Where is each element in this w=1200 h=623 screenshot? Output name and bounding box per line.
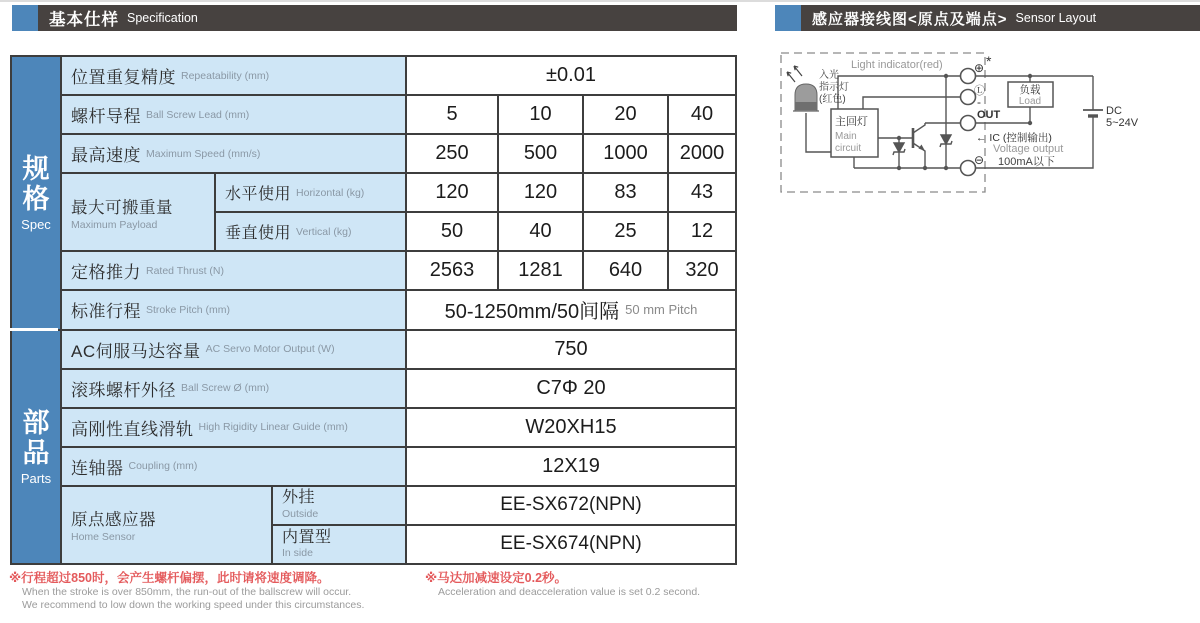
repeatability-value: ±0.01 bbox=[407, 57, 735, 94]
payload-h-value-2: 120 bbox=[499, 174, 582, 211]
sidebar-spec-en: Spec bbox=[21, 217, 51, 232]
transistor-icon bbox=[913, 123, 925, 168]
svg-text:负载: 负载 bbox=[1019, 84, 1041, 96]
payload-horizontal-label: 水平使用 Horizontal (kg) bbox=[216, 174, 405, 211]
row-home-sensor-label: 原点感应器 Home Sensor bbox=[62, 487, 271, 563]
sensor-layout-header bbox=[775, 5, 1200, 31]
speed-value-1: 250 bbox=[407, 135, 497, 172]
dc-voltage-label: 5~24V bbox=[1106, 117, 1139, 129]
voltage-output-label: Voltage output bbox=[993, 143, 1064, 155]
row-screw-od-label: 滚珠螺杆外径 Ball Screw Ø (mm) bbox=[62, 370, 405, 407]
blue-square-icon bbox=[775, 5, 801, 31]
terminal-out-label: OUT bbox=[977, 109, 1001, 121]
led-indicator-icon bbox=[787, 66, 819, 111]
svg-text:入光: 入光 bbox=[819, 70, 839, 81]
guide-value: W20XH15 bbox=[407, 409, 735, 446]
lead-value-1: 5 bbox=[407, 96, 497, 133]
terminal-minus-label: ⊖ bbox=[974, 153, 985, 167]
battery-icon bbox=[1083, 110, 1103, 116]
svg-text:指示灯: 指示灯 bbox=[819, 82, 849, 93]
svg-text:Load: Load bbox=[1018, 96, 1042, 107]
terminal-l-label: Ⓛ bbox=[974, 85, 985, 97]
home-sensor-outside-label: 外挂 Outside bbox=[273, 487, 405, 524]
speed-value-3: 1000 bbox=[584, 135, 667, 172]
row-stroke-label: 标准行程 Stroke Pitch (mm) bbox=[62, 291, 405, 328]
svg-text:circuit: circuit bbox=[835, 143, 862, 154]
specification-header-bar bbox=[38, 5, 737, 31]
sidebar-spec bbox=[12, 57, 60, 329]
speed-value-4: 2000 bbox=[669, 135, 735, 172]
payload-v-value-3: 25 bbox=[584, 213, 667, 250]
row-repeatability-label: 位置重复精度 Repeatability (mm) bbox=[62, 57, 405, 94]
sidebar-parts bbox=[12, 331, 60, 563]
lead-value-4: 40 bbox=[669, 96, 735, 133]
payload-h-value-1: 120 bbox=[407, 174, 497, 211]
lead-value-2: 10 bbox=[499, 96, 582, 133]
sidebar-section-divider bbox=[10, 328, 58, 331]
home-sensor-inside-label: 内置型 In side bbox=[273, 526, 405, 563]
load-box bbox=[1008, 82, 1053, 107]
row-payload-label: 最大可搬重量 Maximum Payload bbox=[62, 174, 214, 250]
row-coupling-label: 连轴器 Coupling (mm) bbox=[62, 448, 405, 485]
sidebar-parts-en: Parts bbox=[20, 471, 52, 486]
payload-h-value-4: 43 bbox=[669, 174, 735, 211]
lead-value-3: 20 bbox=[584, 96, 667, 133]
footnote-left-en1: When the stroke is over 850mm, the run-out of the ballscrew will occur. bbox=[22, 586, 352, 598]
home-sensor-outside-value: EE-SX672(NPN) bbox=[407, 487, 735, 524]
sensor-wiring-diagram bbox=[775, 45, 1200, 205]
speed-value-2: 500 bbox=[499, 135, 582, 172]
payload-vertical-label: 垂直使用 Vertical (kg) bbox=[216, 213, 405, 250]
row-lead-label: 螺杆导程 Ball Screw Lead (mm) bbox=[62, 96, 405, 133]
terminal-star-label: * bbox=[986, 53, 992, 69]
row-speed-label: 最高速度 Maximum Speed (mm/s) bbox=[62, 135, 405, 172]
sidebar-spec-zh: 规格 bbox=[22, 153, 50, 214]
blue-square-icon bbox=[12, 5, 38, 31]
screw-od-value: C7Φ 20 bbox=[407, 370, 735, 407]
stroke-value: 50-1250mm/50间隔 50 mm Pitch bbox=[407, 291, 735, 328]
svg-text:Main: Main bbox=[835, 131, 857, 142]
top-divider bbox=[0, 0, 1200, 2]
footnote-left-en2: We recommend to low down the working speed under this circumstances. bbox=[22, 599, 365, 612]
footnote-right-zh: ※马达加减速设定0.2秒。 bbox=[425, 571, 568, 585]
footnote-left bbox=[9, 570, 364, 613]
specification-table bbox=[10, 55, 737, 565]
row-motor-label: AC伺服马达容量 AC Servo Motor Output (W) bbox=[62, 331, 405, 368]
specification-header bbox=[12, 5, 737, 31]
payload-v-value-1: 50 bbox=[407, 213, 497, 250]
home-sensor-inside-value: EE-SX674(NPN) bbox=[407, 526, 735, 563]
ic-output-label: ← IC (控制输出) bbox=[976, 132, 1052, 144]
current-limit-label: 100mA以下 bbox=[998, 156, 1055, 168]
light-indicator-label: Light indicator(red) bbox=[851, 59, 943, 71]
row-thrust-label: 定格推力 Rated Thrust (N) bbox=[62, 252, 405, 289]
main-circuit-box bbox=[831, 109, 878, 157]
footnote-right bbox=[425, 570, 700, 599]
sensor-layout-title-zh: 感应器接线图<原点及端点> bbox=[812, 10, 1008, 28]
svg-text:-: - bbox=[977, 95, 981, 109]
thrust-value-2: 1281 bbox=[499, 252, 582, 289]
footnote-left-zh: ※行程超过850时，会产生螺杆偏摆，此时请将速度调降。 bbox=[9, 571, 330, 585]
specification-title-en: Specification bbox=[127, 11, 198, 25]
coupling-value: 12X19 bbox=[407, 448, 735, 485]
sensor-layout-title-en: Sensor Layout bbox=[1015, 11, 1097, 25]
dc-label: DC bbox=[1106, 105, 1122, 117]
svg-text:(红色): (红色) bbox=[819, 94, 846, 105]
thrust-value-3: 640 bbox=[584, 252, 667, 289]
footnote-right-en: Acceleration and deacceleration value is set 0.2 second. bbox=[438, 586, 701, 598]
sidebar-parts-zh: 部品 bbox=[22, 407, 50, 468]
payload-v-value-4: 12 bbox=[669, 213, 735, 250]
thrust-value-4: 320 bbox=[669, 252, 735, 289]
svg-text:主回灯: 主回灯 bbox=[835, 116, 868, 128]
payload-h-value-3: 83 bbox=[584, 174, 667, 211]
sensor-layout-header-bar bbox=[801, 5, 1200, 31]
thrust-value-1: 2563 bbox=[407, 252, 497, 289]
terminal-plus-label: ⊕ bbox=[974, 61, 985, 75]
specification-title-zh: 基本仕样 bbox=[49, 11, 119, 29]
motor-value: 750 bbox=[407, 331, 735, 368]
payload-v-value-2: 40 bbox=[499, 213, 582, 250]
row-guide-label: 高刚性直线滑轨 High Rigidity Linear Guide (mm) bbox=[62, 409, 405, 446]
